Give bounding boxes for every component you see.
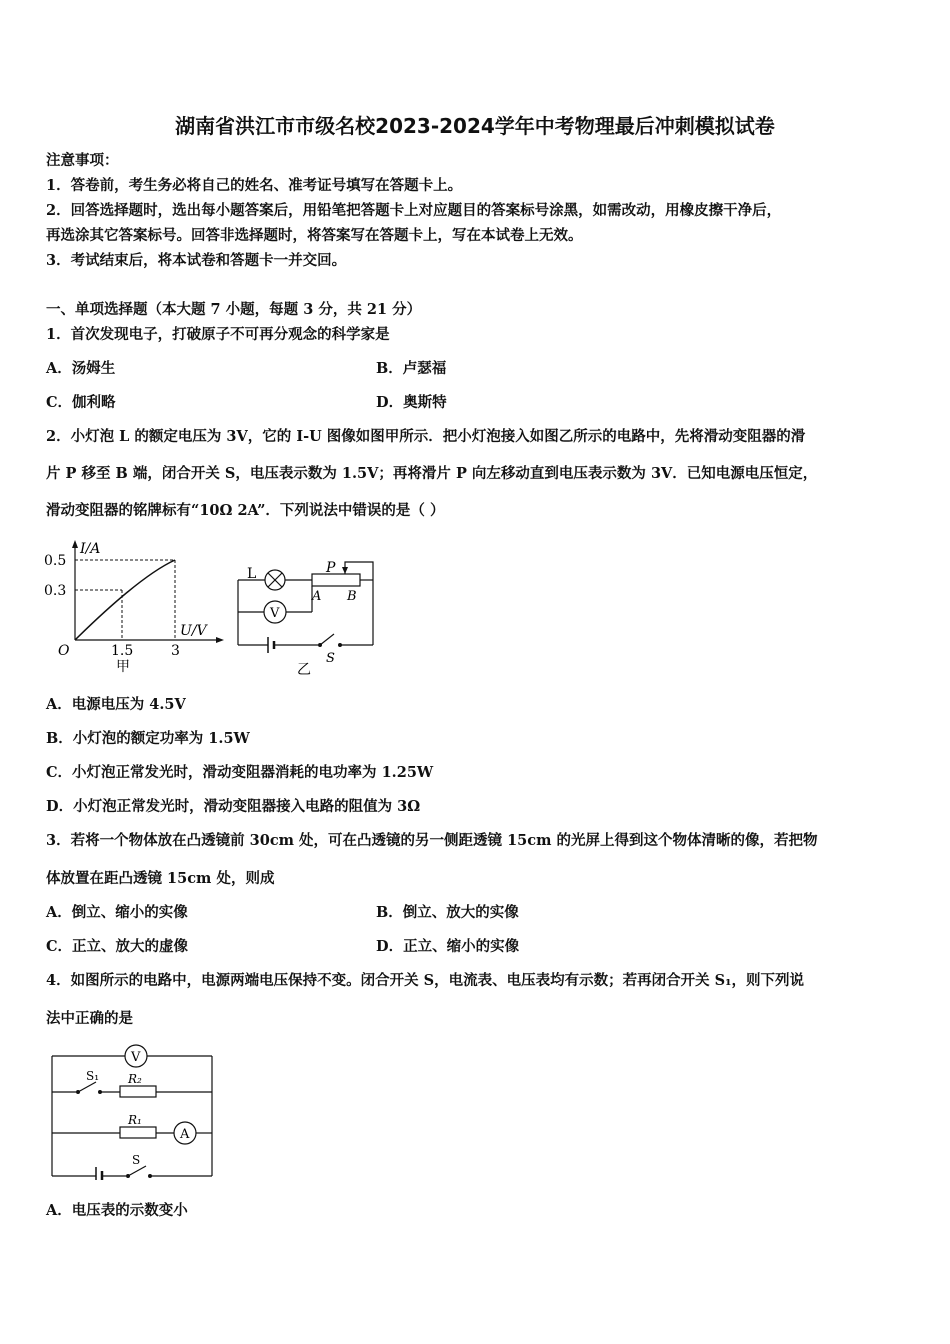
notice-heading: 注意事项： — [46, 152, 119, 169]
iu-curve — [75, 560, 175, 640]
page-title: 湖南省洪江市市级名校2023-2024学年中考物理最后冲刺模拟试卷 — [175, 114, 775, 138]
q2-option-b: B．小灯泡的额定功率为 1.5W — [46, 730, 250, 747]
end-b-label: B — [347, 589, 357, 604]
q2-stem-line1: 2．小灯泡 L 的额定电压为 3V，它的 I-U 图像如图甲所示．把小灯泡接入如图乙所示的电路中，先将滑动变阻器的滑 — [46, 428, 806, 445]
voltmeter-label: V — [270, 606, 280, 621]
x-axis-arrow — [216, 637, 224, 643]
rheostat — [312, 574, 360, 586]
voltmeter-label: V — [131, 1050, 141, 1065]
circuit-q4 — [40, 1040, 220, 1180]
switch-s1-icon — [78, 1082, 96, 1092]
switch-s1-label: S₁ — [86, 1069, 100, 1083]
q1-option-c: C．伽利略 — [46, 394, 116, 411]
switch-label: S — [326, 651, 335, 666]
switch-s-icon — [128, 1166, 146, 1176]
q1-option-a: A．汤姆生 — [46, 360, 116, 377]
q3-stem-line1: 3．若将一个物体放在凸透镜前 30cm 处，可在凸透镜的另一侧距透镜 15cm 的光屏上得到这个物体清晰的像，若把物 — [46, 832, 818, 849]
ammeter-label: A — [180, 1127, 190, 1142]
q1-option-d: D．奥斯特 — [376, 394, 447, 411]
q1-option-b: B．卢瑟福 — [376, 360, 447, 377]
q4-option-a: A．电压表的示数变小 — [46, 1202, 188, 1219]
end-a-label: A — [312, 589, 322, 604]
q3-option-d: D．正立、缩小的实像 — [376, 938, 520, 955]
switch-s-label: S — [132, 1153, 141, 1167]
q3-stem-line2: 体放置在距凸透镜 15cm 处，则成 — [46, 870, 275, 887]
x-axis-label: U/V — [180, 623, 207, 639]
q2-option-c: C．小灯泡正常发光时，滑动变阻器消耗的电功率为 1.25W — [46, 764, 434, 781]
y-tick-label: 0.5 — [44, 553, 67, 569]
notice-item: 3．考试结束后，将本试卷和答题卡一并交回。 — [46, 252, 347, 269]
origin-label: O — [58, 643, 70, 659]
q3-option-b: B．倒立、放大的实像 — [376, 904, 519, 921]
q4-stem-line1: 4．如图所示的电路中，电源两端电压保持不变。闭合开关 S，电流表、电压表均有示数；若再闭合开关 S₁，则下列说 — [46, 972, 804, 989]
resistor-r1 — [120, 1127, 156, 1138]
slider-label: P — [326, 560, 336, 576]
q3-option-a: A．倒立、缩小的实像 — [46, 904, 188, 921]
q2-stem-line2: 片 P 移至 B 端，闭合开关 S，电压表示数为 1.5V；再将滑片 P 向左移动直到电压表示数为 3V．已知电源电压恒定， — [46, 465, 818, 482]
resistor-r1-label: R₁ — [128, 1113, 142, 1127]
q4-stem-line2: 法中正确的是 — [46, 1010, 133, 1027]
notice-item: 再选涂其它答案标号。回答非选择题时，将答案写在答题卡上，写在本试卷上无效。 — [46, 227, 583, 244]
switch-icon — [320, 634, 334, 645]
iu-graph — [40, 538, 225, 678]
notice-item: 1．答卷前，考生务必将自己的姓名、准考证号填写在答题卡上。 — [46, 177, 463, 194]
q2-option-d: D．小灯泡正常发光时，滑动变阻器接入电路的阻值为 3Ω — [46, 798, 421, 815]
circuit-yi — [230, 550, 380, 680]
slider-arrow-icon — [342, 567, 348, 574]
section-heading: 一、单项选择题（本大题 7 小题，每题 3 分，共 21 分） — [46, 301, 422, 318]
y-axis-arrow — [72, 540, 78, 548]
y-tick-label: 0.3 — [44, 583, 67, 599]
graph-caption: 甲 — [116, 659, 130, 675]
resistor-r2 — [120, 1086, 156, 1097]
q3-option-c: C．正立、放大的虚像 — [46, 938, 189, 955]
notice-item: 2．回答选择题时，选出每小题答案后，用铅笔把答题卡上对应题目的答案标号涂黑，如需改动，用橡皮擦干净后， — [46, 202, 782, 219]
q2-option-a: A．电源电压为 4.5V — [46, 696, 186, 713]
lamp-label: L — [247, 566, 257, 582]
q2-stem-line3: 滑动变阻器的铭牌标有“10Ω 2A”．下列说法中错误的是（ ） — [46, 502, 445, 519]
circuit-caption: 乙 — [297, 662, 311, 678]
x-tick-label: 3 — [171, 643, 180, 659]
y-axis-label: I/A — [80, 541, 101, 557]
x-tick-label: 1.5 — [111, 643, 134, 659]
q1-stem: 1．首次发现电子，打破原子不可再分观念的科学家是 — [46, 326, 390, 343]
resistor-r2-label: R₂ — [128, 1072, 142, 1086]
